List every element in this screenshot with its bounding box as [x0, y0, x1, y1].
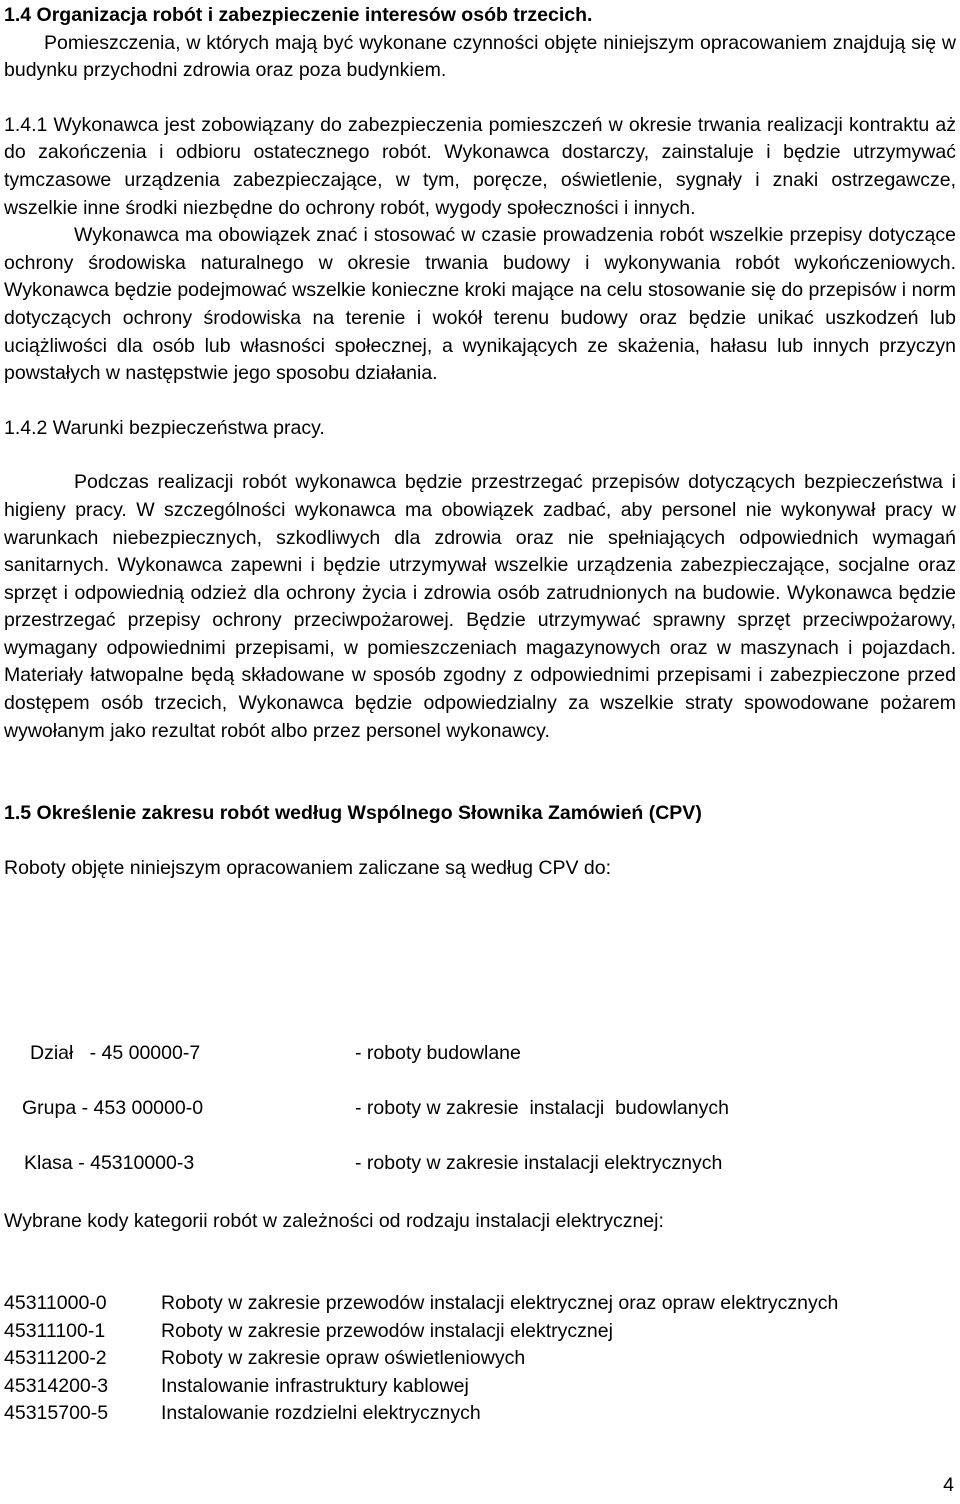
category-desc: Instalowanie rozdzielni elektrycznych [161, 1402, 481, 1425]
category-desc: Roboty w zakresie opraw oświetleniowych [161, 1347, 526, 1370]
list-item [4, 1318, 956, 1346]
category-desc: Roboty w zakresie przewodów instalacji elektrycznej [161, 1319, 613, 1342]
cpv-table [0, 1040, 952, 1205]
cpv-row [0, 1150, 952, 1205]
cpv-row [0, 1040, 952, 1095]
page-number: 4 [943, 1474, 954, 1496]
codes-intro: Wybrane kody kategorii robót w zależności od rodzaju instalacji elektrycznej: [4, 1210, 664, 1232]
category-code: 45311100-1 [4, 1319, 106, 1342]
list-item [4, 1345, 956, 1373]
category-code: 45314200-3 [4, 1374, 109, 1397]
category-desc: Instalowanie infrastruktury kablowej [161, 1374, 469, 1397]
list-item [4, 1400, 956, 1428]
cpv-row [0, 1095, 952, 1150]
list-item [4, 1373, 956, 1401]
category-code: 45315700-5 [4, 1402, 109, 1425]
paragraph-1-4-1: 1.4.1 Wykonawca jest zobowiązany do zabezpieczenia pomieszczeń w okresie trwania realizacji kontraktu aż do zakończenia i odbioru ostatecznego robót. Wykonawca dostarczy, zainstaluje i będzie utrzymywać tymczasowe urządzenia zabezpieczające, w tym, poręcze, oświetlenie, sygnały i znaki ostrzegawcze, wszelkie inne środki niezbędne do ochrony robót, wygody społeczności i innych. [4, 113, 956, 219]
category-code: 45311200-2 [4, 1347, 107, 1370]
intro-paragraph: Pomieszczenia, w których mają być wykonane czynności objęte niniejszym opracowaniem znajdują się w budynku przychodni zdrowia oraz poza budynkiem. [4, 31, 956, 82]
paragraph-1-4-1-environment: Wykonawca ma obowiązek znać i stosować w czasie prowadzenia robót wszelkie przepisy dotyczące ochrony środowiska naturalnego w okresie trwania budowy i wykonywania robót wykończeniowych. Wykonawca będzie podejmować wszelkie konieczne kroki mające na celu stosowanie się do przepisów i norm dotyczących ochrony środowiska na terenie i wokół terenu budowy oraz będzie unikać uszkodzeń lub uciążliwości dla osób lub własności społecznej, a wynikających ze skażenia, hałasu lub innych przyczyn powstałych w następstwie jego sposobu działania. [4, 224, 956, 385]
section-heading-1-4: 1.4 Organizacja robót i zabezpieczenie interesów osób trzecich. [4, 4, 593, 26]
subheading-1-4-2: 1.4.2 Warunki bezpieczeństwa pracy. [4, 416, 325, 439]
category-desc: Roboty w zakresie przewodów instalacji elektrycznej oraz opraw elektrycznych [161, 1292, 839, 1314]
list-item [4, 1290, 956, 1318]
paragraph-1-4-2: Podczas realizacji robót wykonawca będzie przestrzegać przepisów dotyczących bezpieczeństwa i higieny pracy. W szczególności wykonawca ma obowiązek zadbać, aby personel nie wykonywał pracy w warunkach niebezpiecznych, szkodliwych dla zdrowia oraz nie spełniających odpowiednich wymagań sanitarnych. Wykonawca zapewni i będzie utrzymywał wszelkie urządzenia zabezpieczające, socjalne oraz sprzęt i odpowiednią odzież dla ochrony życia i zdrowia osób zatrudnionych na budowie. Wykonawca będzie przestrzegać przepisy ochrony przeciwpożarowej. Będzie utrzymywać sprawny sprzęt przeciwpożarowy, wymagany odpowiednimi przepisami, w pomieszczeniach magazynowych oraz w maszynach i pojazdach. Materiały łatwopalne będą składowane w sposób zgodny z odpowiednimi przepisami i zabezpieczone przed dostępem osób trzecich, Wykonawca będzie odpowiedzialny za wszelkie straty spowodowane pożarem wywołanym jako rezultat robót albo przez personel wykonawcy. [4, 471, 956, 742]
cpv-code: Grupa - 453 00000-0 [22, 1097, 204, 1119]
document-page [4, 0, 956, 882]
cpv-desc: - roboty w zakresie instalacji budowlanych [355, 1097, 729, 1119]
cpv-code: Dział - 45 00000-7 [30, 1042, 201, 1064]
cpv-desc: - roboty w zakresie instalacji elektrycznych [355, 1152, 723, 1174]
cpv-code: Klasa - 45310000-3 [24, 1152, 195, 1174]
category-code: 45311000-0 [4, 1292, 107, 1314]
section-heading-1-5: 1.5 Określenie zakresu robót według Wspólnego Słownika Zamówień (CPV) [4, 802, 702, 825]
category-codes-list [4, 1290, 956, 1428]
cpv-desc: - roboty budowlane [355, 1042, 521, 1064]
cpv-intro: Roboty objęte niniejszym opracowaniem zaliczane są według CPV do: [4, 856, 611, 879]
